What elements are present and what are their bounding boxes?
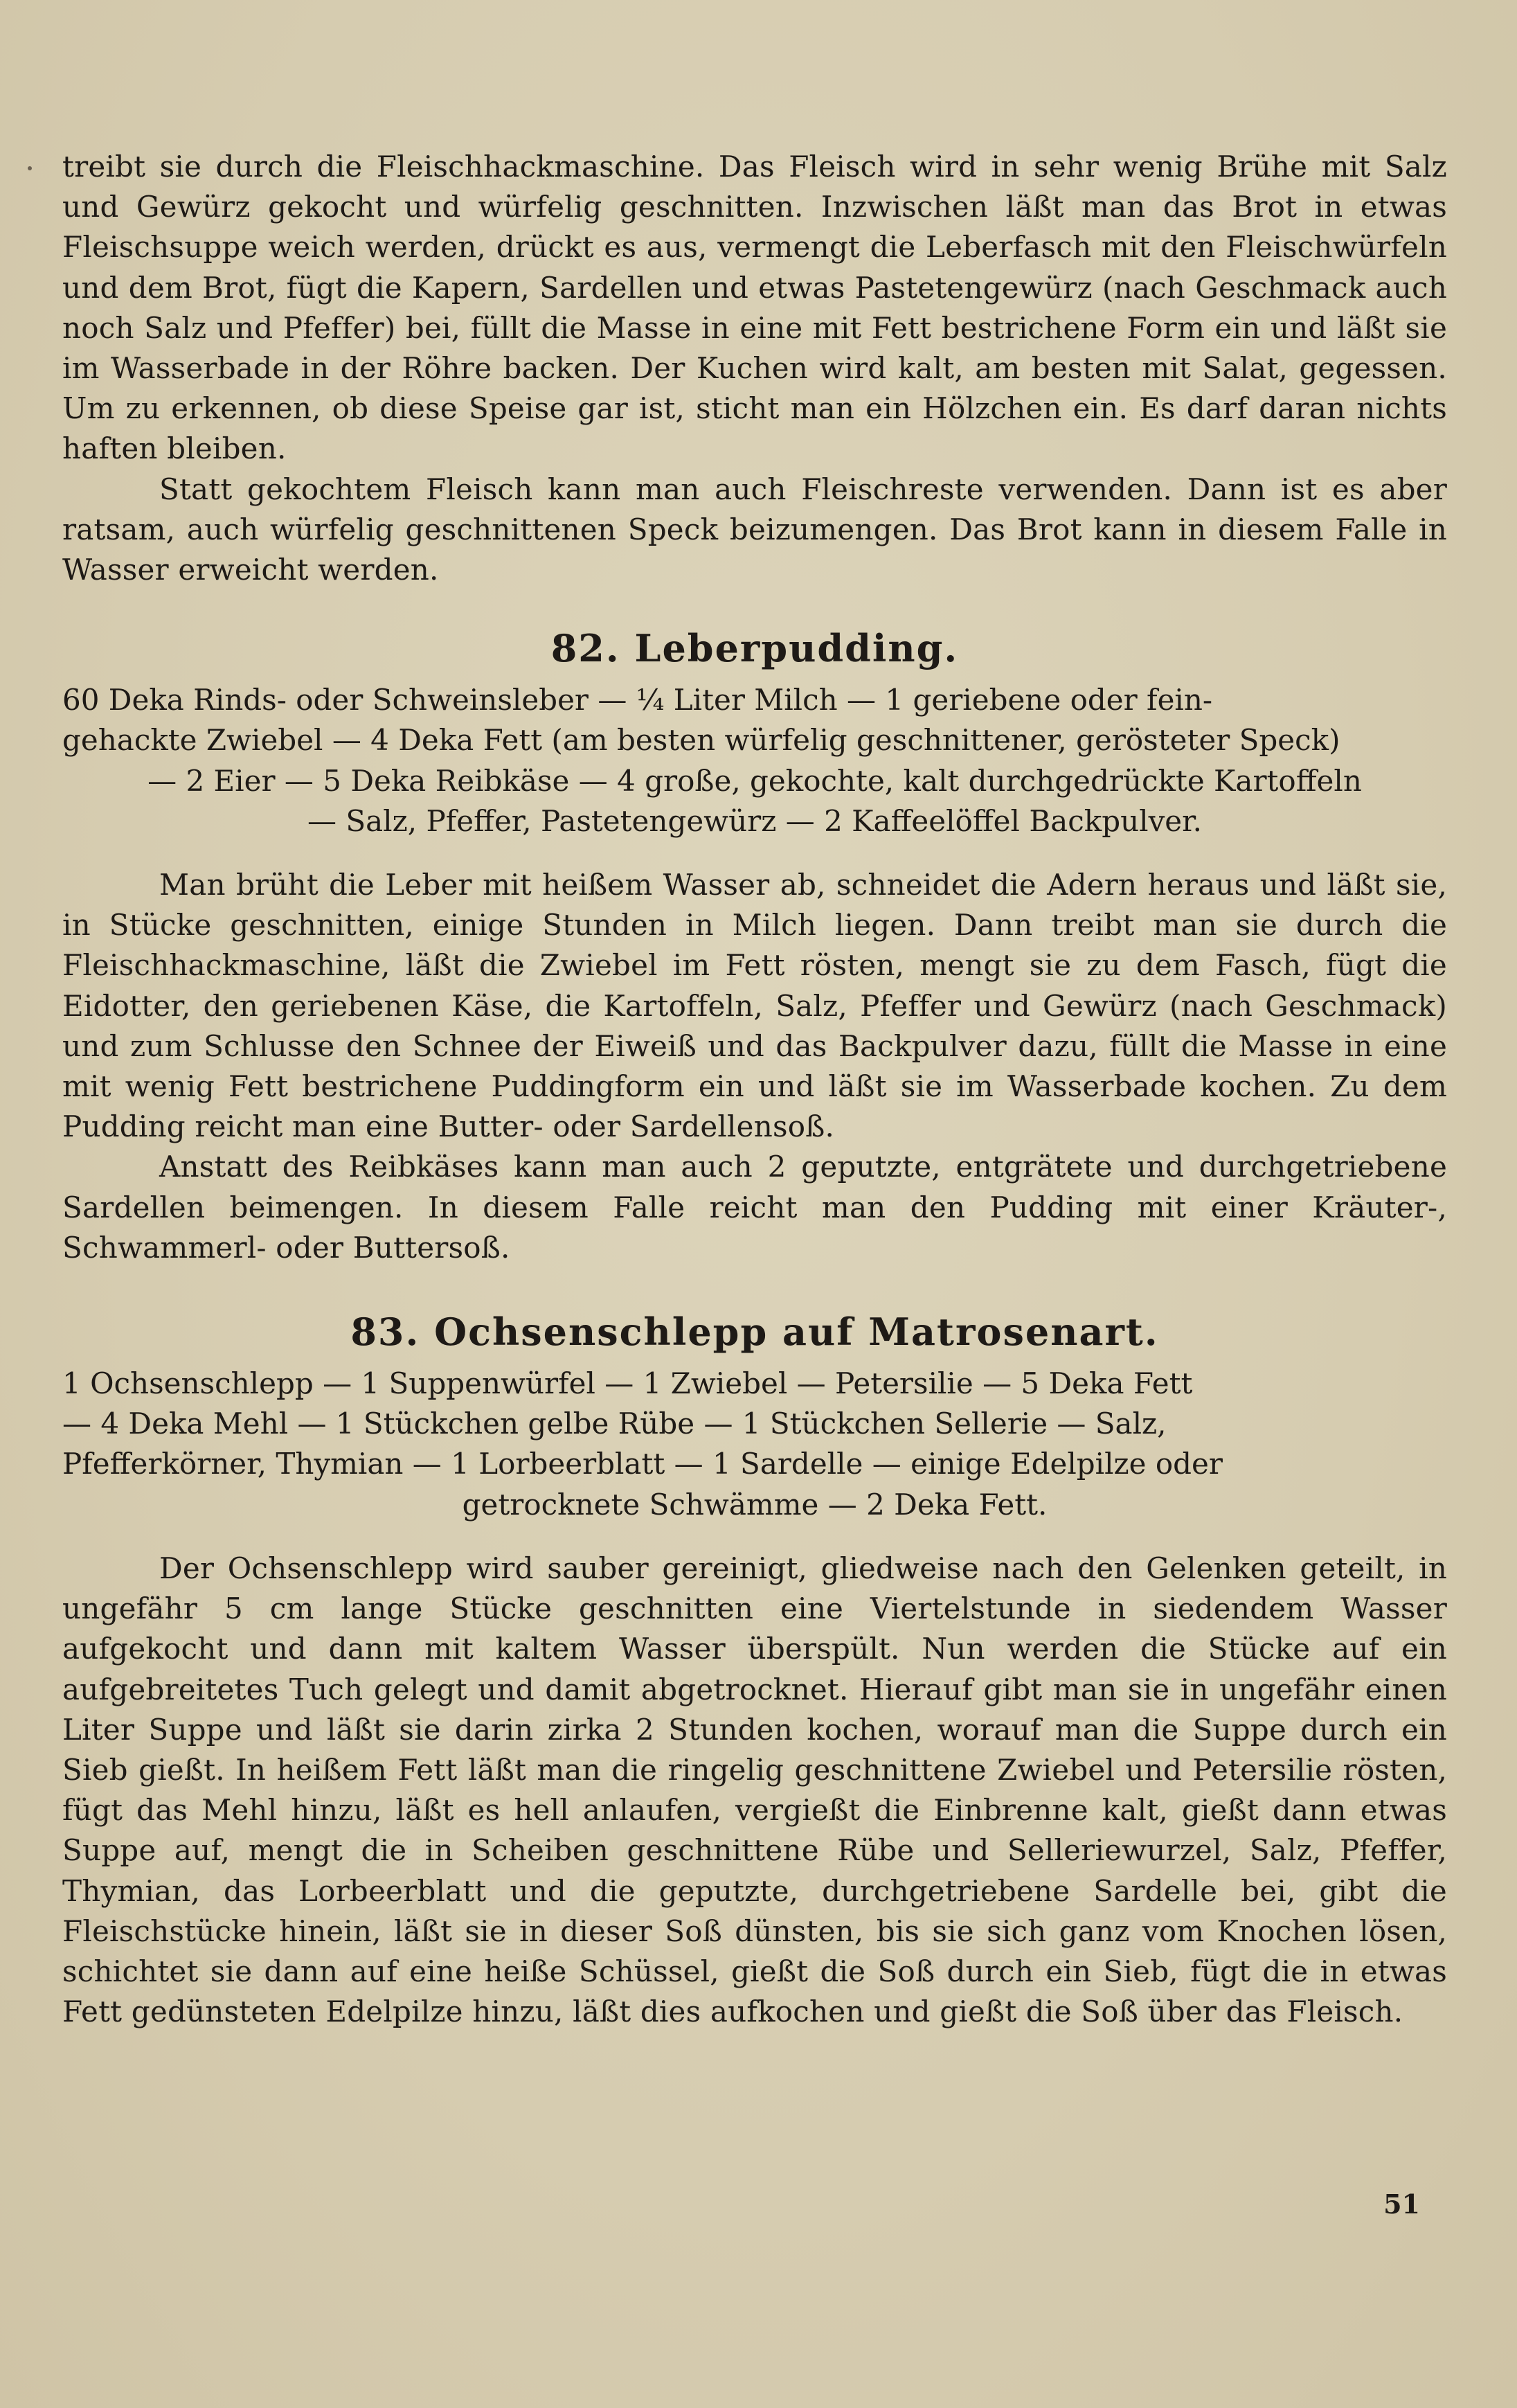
recipe-83-paragraph-1: Der Ochsenschlepp wird sauber gereinigt, gliedweise nach den Gelenken geteilt, in ungefähr 5 cm lange Stücke geschnitten eine Viertelstunde in siedendem Wasser aufgekocht und dann mit kaltem Wasser überspült. Nun werden die Stücke auf ein aufgebreitetes Tuch gelegt und damit abgetrocknet. Hierauf gibt man sie in ungefähr einen Liter Suppe und läßt sie darin zirka 2 Stunden kochen, worauf man die Suppe durch ein Sieb gießt. In heißem Fett läßt man die ringelig geschnittene Zwiebel und Petersilie rösten, fügt das Mehl hinzu, läßt es hell anlaufen, vergießt die Einbrenne kalt, gießt dann etwas Suppe auf, mengt die in Scheiben geschnittene Rübe und Selleriewurzel, Salz, Pfeffer, Thymian, das Lorbeerblatt und die geputzte, durchgetriebene Sardelle bei, gibt die Fleischstücke hinein, läßt sie in dieser Soß dünsten, bis sie sich ganz vom Knochen lösen, schichtet sie dann auf eine heiße Schüssel, gießt die Soß durch ein Sieb, fügt die in etwas Fett gedünsteten Edelpilze hinzu, läßt dies aufkochen und gießt die Soß über das Fleisch. bbox=[62, 1551, 1447, 2029]
ingredient-line: — 4 Deka Mehl — 1 Stückchen gelbe Rübe — 1 Stückchen Sellerie — Salz, bbox=[62, 1407, 1167, 1441]
recipe-83-title: 83. Ochsenschlepp auf Matrosenart. bbox=[350, 1310, 1159, 1355]
margin-mark bbox=[28, 166, 32, 170]
recipe-82-ingredients bbox=[62, 680, 1447, 841]
ingredient-line: 1 Ochsenschlepp — 1 Suppenwürfel — 1 Zwiebel — Petersilie — 5 Deka Fett bbox=[62, 1366, 1193, 1401]
page-content bbox=[62, 147, 1447, 2032]
ingredient-line: getrocknete Schwämme — 2 Deka Fett. bbox=[462, 1487, 1048, 1522]
recipe-82-paragraph-1: Man brüht die Leber mit heißem Wasser ab, schneidet die Adern heraus und läßt sie, in Stücke geschnitten, einige Stunden in Milch liegen. Dann treibt man sie durch die Fleischhackmaschine, läßt die Zwiebel im Fett rösten, mengt sie zu dem Fasch, fügt die Eidotter, den geriebenen Käse, die Kartoffeln, Salz, Pfeffer und Gewürz (nach Geschmack) und zum Schlusse den Schnee der Eiweiß und das Backpulver dazu, füllt die Masse in eine mit wenig Fett bestrichene Puddingform ein und läßt sie im Wasserbade kochen. Zu dem Pudding reicht man eine Butter- oder Sardellensoß. bbox=[62, 868, 1447, 1144]
intro-paragraph-1: treibt sie durch die Fleischhackmaschine. Das Fleisch wird in sehr wenig Brühe mit Salz und Gewürz gekocht und würfelig geschnitten. Inzwischen läßt man das Brot in etwas Fleischsuppe weich werden, drückt es aus, vermengt die Leberfasch mit den Fleischwürfeln und dem Brot, fügt die Kapern, Sardellen und etwas Pastetengewürz (nach Geschmack auch noch Salz und Pfeffer) bei, füllt die Masse in eine mit Fett bestrichene Form ein und läßt sie im Wasserbade in der Röhre backen. Der Kuchen wird kalt, am besten mit Salat, gegessen. Um zu erkennen, ob diese Speise gar ist, sticht man ein Hölzchen ein. Es darf daran nichts haften bleiben. bbox=[62, 150, 1447, 466]
ingredient-line: Pfefferkörner, Thymian — 1 Lorbeerblatt — 1 Sardelle — einige Edelpilze oder bbox=[62, 1447, 1223, 1481]
ingredient-line: — 2 Eier — 5 Deka Reibkäse — 4 große, gekochte, kalt durchgedrückte Kartoffeln bbox=[147, 763, 1362, 798]
ingredient-line: 60 Deka Rinds- oder Schweinsleber — ¼ Liter Milch — 1 geriebene oder fein- bbox=[62, 683, 1213, 717]
recipe-82-title: 82. Leberpudding. bbox=[550, 626, 959, 671]
ingredient-line: — Salz, Pfeffer, Pastetengewürz — 2 Kaffeelöffel Backpulver. bbox=[307, 803, 1202, 838]
ingredient-line: gehackte Zwiebel — 4 Deka Fett (am besten würfelig geschnittener, gerösteter Speck) bbox=[62, 723, 1340, 758]
recipe-83-ingredients bbox=[62, 1364, 1447, 1525]
intro-paragraph-2: Statt gekochtem Fleisch kann man auch Fleischreste verwenden. Dann ist es aber ratsam, auch würfelig geschnittenen Speck beizumengen. Das Brot kann in diesem Falle in Wasser erweicht werden. bbox=[62, 472, 1447, 587]
recipe-82-paragraph-2: Anstatt des Reibkäses kann man auch 2 geputzte, entgrätete und durchgetriebene Sardellen beimengen. In diesem Falle reicht man den Pudding mit einer Kräuter-, Schwammerl- oder Buttersoß. bbox=[62, 1150, 1447, 1265]
page-number: 51 bbox=[1383, 2188, 1420, 2220]
